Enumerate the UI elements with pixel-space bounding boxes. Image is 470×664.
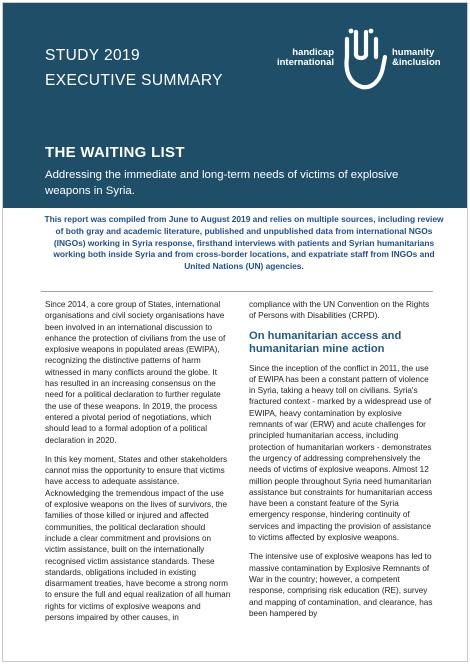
body-column-right (249, 299, 435, 627)
intro-summary: This report was compiled from June to August 2019 and relies on multiple sources, including review of both gray and academic literature, published and unpublished data from international NGOs (INGOs) working in Syria response, firsthand interviews with patients and Syrian humanitarians working both inside Syria and from cross-border locations, and expatriate staff from INGOs and United Nations (UN) agencies. (44, 214, 444, 272)
hand-icon (335, 27, 389, 93)
page-title: THE WAITING LIST (45, 144, 185, 161)
paragraph: The intensive use of explosive weapons has led to massive contamination by Explosive Remnants of War in the country; however, a competent response, comprising risk education (RE), survey and mapping of contamination, and clearance, has been hampered by (249, 552, 433, 618)
logo-text-right: humanity &inclusion (392, 47, 441, 68)
body-column-left (45, 299, 231, 631)
paragraph: Since 2014, a core group of States, international organisations and civil society organisations have been involved in an international discussion to enhance the protection of civilians from the use of explosive weapons in populated areas (EWIPA), recognizing the distinctive patterns of harm witnessed in many conflicts around the globe. It has resulted in an increasing consensus on the need for a political declaration to further regulate the use of these weapons. In 2019, the process entered a pivotal period of negotiations, which should lead to a formal adoption of a political declaration in 2020. (45, 300, 226, 445)
section-divider (41, 291, 433, 292)
logo-text-left: handicap international (276, 47, 334, 68)
page-subtitle: Addressing the immediate and long-term needs of victims of explosive weapons in Syria. (45, 169, 399, 197)
executive-summary-label: EXECUTIVE SUMMARY (45, 72, 223, 89)
study-label: STUDY 2019 (45, 47, 141, 64)
paragraph: compliance with the UN Convention on the Rights of Persons with Disabilities (CRPD). (249, 300, 430, 321)
section-heading: On humanitarian access and humanitarian mine action (249, 329, 402, 356)
header-banner (3, 3, 467, 208)
organisation-logo (265, 27, 461, 97)
paragraph: In this key moment, States and other stakeholders cannot miss the opportunity to ensure that victims have access to adequate assistance. Acknowledging the tremendous impact of the use of explosive weapons on the lives of survivors, the families of those killed or injured and affected communities, the political declaration should include a clear commitment and provisions on victim assistance, built on the internationally recognised victim assistance standards. These standards, obligations included in existing disarmament treaties, have become a strong norm to ensure the full and equal realization of all human rights for victims of explosive weapons and persons impaired by other causes, in (45, 454, 231, 623)
document-page (2, 2, 468, 662)
paragraph: Since the inception of the conflict in 2011, the use of EWIPA has been a constant pattern of violence in Syria, taking a heavy toll on civilians. Syria's fractured context - marked by a widespread use of EWIPA, heavy contamination by explosive remnants of war (ERW) and acute challenges for principled humanitarian access, including protection of humanitarian workers - demonstrates the urgency of addressing comprehensively the needs of victims of explosive weapons. Almost 12 million people throughout Syria need humanitarian assistance but constraints for humanitarian access have been a constant feature of the Syria emergency response, hindering continuity of services and impacting the provision of assistance to victims affected by explosive weapons. (249, 363, 433, 543)
